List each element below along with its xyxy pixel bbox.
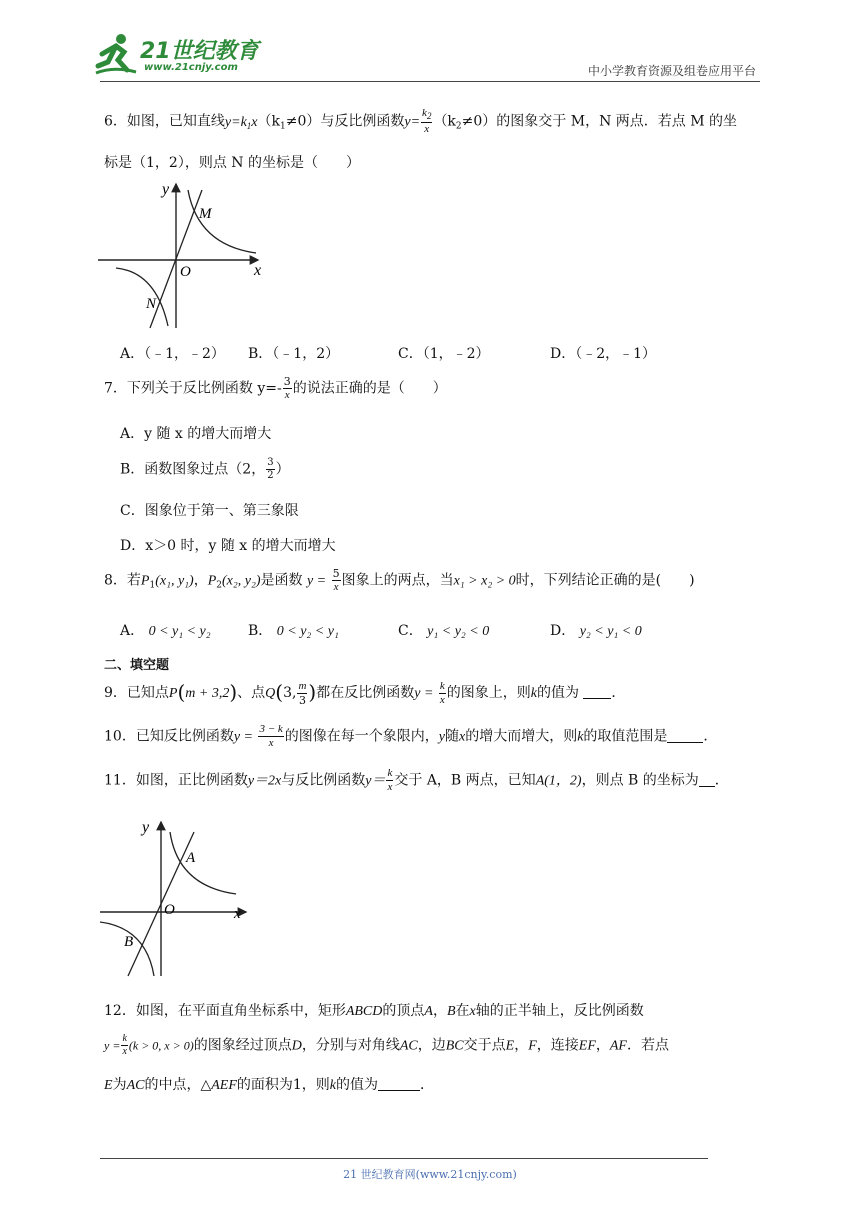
header-divider bbox=[100, 81, 760, 82]
q6-fraction: $\frac{k_2}{x}$ bbox=[422, 107, 432, 135]
axis-label-x: x bbox=[234, 906, 241, 922]
question-12-line2: y = $\frac{k}{x}$ (k > 0, x > 0)的图象经过顶点D，分别与对角线AC，边BC交于点E，F，连接EF，AF．若点 bbox=[104, 1033, 669, 1057]
q8-option-b[interactable]: B． 0 < y₂ < y₁ bbox=[248, 623, 339, 639]
q8-option-c[interactable]: C． y₁ < y₂ < 0 bbox=[398, 623, 490, 639]
header-right-text: 中小学教育资源及组卷应用平台 bbox=[587, 64, 756, 78]
axis-label-y: y bbox=[162, 181, 170, 198]
question-7: 7．下列关于反比例函数 y=- $\frac{3}{x}$ 的说法正确的是（ ） bbox=[104, 375, 447, 401]
answer-blank[interactable] bbox=[378, 1078, 420, 1091]
q7-option-d[interactable]: D．x＞0 时，y 随 x 的增大而增大 bbox=[120, 538, 336, 554]
answer-blank[interactable] bbox=[583, 686, 611, 699]
q8-option-a[interactable]: A． 0 < y₁ < y₂ bbox=[120, 623, 211, 639]
footer-divider bbox=[100, 1158, 708, 1159]
q6-option-c[interactable]: C．（1，﹣2） bbox=[398, 346, 490, 362]
hyperbola-q3 bbox=[116, 268, 168, 326]
origin-label: O bbox=[180, 264, 191, 280]
question-12-line3: E为AC的中点，△AEF的面积为1，则k的值为 ． bbox=[104, 1077, 435, 1093]
point-label-n: N bbox=[146, 296, 157, 312]
footer-text: 21 世纪教育网(www.21cnjy.com) bbox=[343, 1168, 517, 1181]
answer-blank[interactable] bbox=[699, 774, 715, 787]
point-label-b: B bbox=[124, 934, 134, 950]
point-label-m: M bbox=[199, 206, 212, 222]
runner-logo-icon bbox=[94, 32, 138, 76]
question-9: 9．已知点P(m + 3,2)、点Q(3, $\frac{m}{3}$ )都在反比例函数y = $\frac{k}{x}$ 的图象上，则k的值为 ． bbox=[104, 679, 626, 707]
q6-option-d[interactable]: D．（﹣2，﹣1） bbox=[550, 346, 657, 362]
q7-option-a[interactable]: A．y 随 x 的增大而增大 bbox=[120, 426, 272, 442]
header-logo bbox=[94, 32, 264, 78]
question-8: 8．若$P_1(x_1$, y₁)，$P_2(x_2$, y₂)是函数 y = $\frac{5}{x}$ 图象上的两点，当x₁ > x₂ > 0时，下列结论正确的是( ) bbox=[104, 567, 695, 593]
q6-figure bbox=[98, 180, 268, 330]
answer-blank[interactable] bbox=[667, 730, 703, 743]
logo-main-text: 21世纪教育 bbox=[140, 39, 259, 64]
section-title: 二、填空题 bbox=[104, 658, 170, 673]
logo-sub-text: www.21cnjy.com bbox=[144, 62, 238, 73]
point-label-a: A bbox=[186, 850, 196, 866]
q6-option-a[interactable]: A．（﹣1，﹣2） bbox=[120, 346, 225, 362]
q7-option-b[interactable]: B．函数图象过点（2， $\frac{3}{2}$ ） bbox=[120, 457, 290, 481]
origin-label: O bbox=[164, 902, 175, 918]
question-6: 6．如图，已知直线$y=k_1x(k_1\ne 0)$与反比例函数y= $\frac{k_2}{x}$ $(k_2\ne 0)$的图象交于 M，N 两点．若点 M 的坐 bbox=[104, 107, 738, 135]
question-11: 11．如图，正比例函数y＝2x与反比例函数y＝ $\frac{k}{x}$ 交于 A，B 两点，已知A(1，2)，则点 B 的坐标为 ． bbox=[104, 767, 729, 793]
axis-label-x: x bbox=[254, 262, 262, 279]
question-6-line2: 标是（1，2），则点 N 的坐标是（ ） bbox=[104, 155, 360, 171]
q11-figure bbox=[98, 818, 258, 978]
question-10: 10．已知反比例函数y = $\frac{3 - k}{x}$ 的图像在每一个象限内，y随x的增大而增大，则k的取值范围是 ． bbox=[104, 723, 718, 749]
question-12-line1: 12．如图，在平面直角坐标系中，矩形ABCD的顶点A，B在x轴的正半轴上，反比例函数 bbox=[104, 1003, 644, 1019]
q8-option-d[interactable]: D． y₂ < y₁ < 0 bbox=[550, 623, 642, 639]
axis-label-y: y bbox=[142, 819, 150, 836]
q6-option-b[interactable]: B．（﹣1，2） bbox=[248, 346, 340, 362]
q7-option-c[interactable]: C．图象位于第一、第三象限 bbox=[120, 503, 299, 519]
